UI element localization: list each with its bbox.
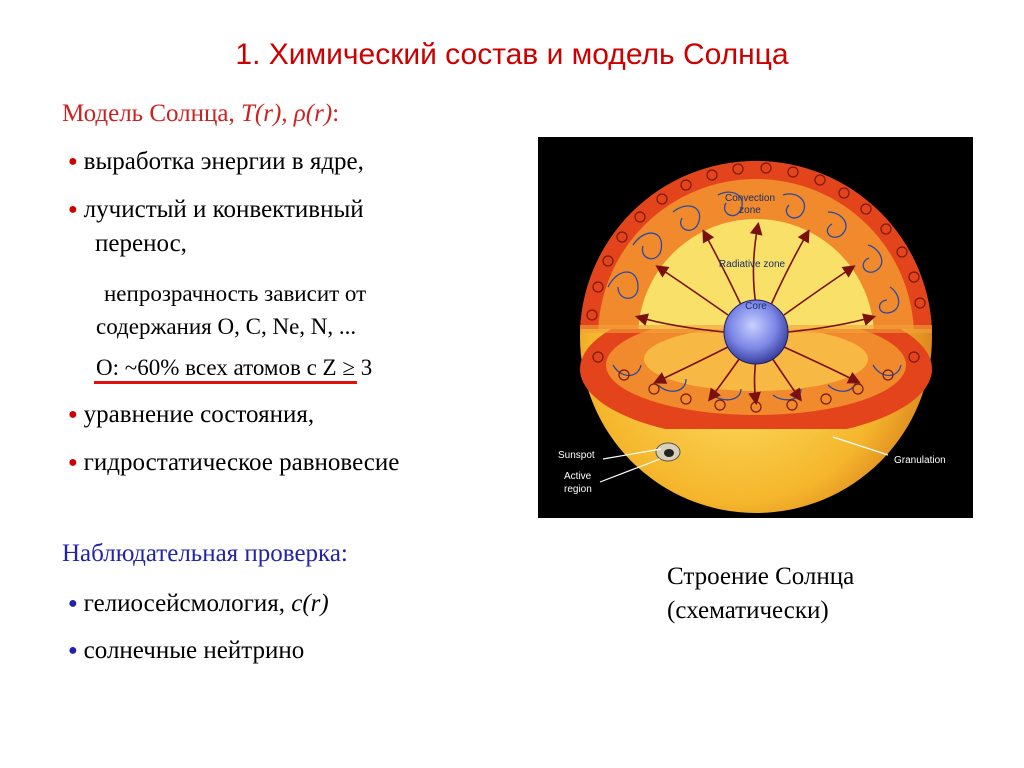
convection-label-2: zone <box>739 205 761 216</box>
active-region-label-1: Active <box>564 471 592 482</box>
observation-heading: Наблюдательная проверка: <box>62 540 348 567</box>
figure-caption-line2: (схематически) <box>667 597 829 624</box>
bullet-item <box>68 401 314 429</box>
bullet-text: уравнение состояния, <box>83 401 315 428</box>
bullet-icon: ● <box>68 406 78 423</box>
model-heading-suffix: : <box>332 100 340 127</box>
active-region-label-2: region <box>564 484 592 495</box>
bullet-text: солнечные нейтрино <box>83 637 305 664</box>
oxygen-note-underlined: O: ~60% всех атомов <box>96 355 301 380</box>
helio-formula: c(r) <box>291 590 329 617</box>
opacity-note-line2: содержания O, C, Ne, N, ... <box>96 314 357 339</box>
bullet-icon: ● <box>68 642 78 659</box>
core-label: Core <box>745 301 767 312</box>
model-heading-formula: T(r), ρ(r) <box>241 100 333 127</box>
oxygen-note <box>96 355 372 381</box>
sunspot-label: Sunspot <box>558 450 595 461</box>
bullet-text: выработка энергии в ядре, <box>83 148 364 175</box>
bullet-continuation: перенос, <box>95 230 187 257</box>
sunspot-mark <box>656 443 680 461</box>
bullet-item <box>68 637 304 665</box>
bullet-item <box>68 590 329 618</box>
bullet-icon: ● <box>68 595 78 612</box>
bullet-item <box>68 449 399 477</box>
granulation-label: Granulation <box>894 455 946 466</box>
bullet-text: лучистый и конвективный <box>83 196 364 223</box>
page-title: 1. Химический состав и модель Солнца <box>235 38 789 71</box>
convection-label-1: Convection <box>724 193 776 204</box>
oxygen-note-rest: c Z ≥ 3 <box>300 355 373 380</box>
radiative-label: Radiative zone <box>718 259 786 270</box>
bullet-icon: ● <box>68 153 78 170</box>
red-underline <box>94 381 357 384</box>
bullet-text: гелиосейсмология, <box>83 590 292 617</box>
opacity-note-line1: непрозрачность зависит от <box>104 281 367 306</box>
bullet-icon: ● <box>68 201 78 218</box>
bullet-item <box>68 196 364 224</box>
bullet-icon: ● <box>68 454 78 471</box>
model-heading-prefix: Модель Солнца, <box>62 100 242 127</box>
bullet-text: гидростатическое равновесие <box>83 449 400 476</box>
bullet-item <box>68 148 364 176</box>
figure-caption-line1: Строение Солнца <box>667 563 855 590</box>
sun-structure-diagram <box>538 137 973 518</box>
model-heading <box>62 100 339 128</box>
